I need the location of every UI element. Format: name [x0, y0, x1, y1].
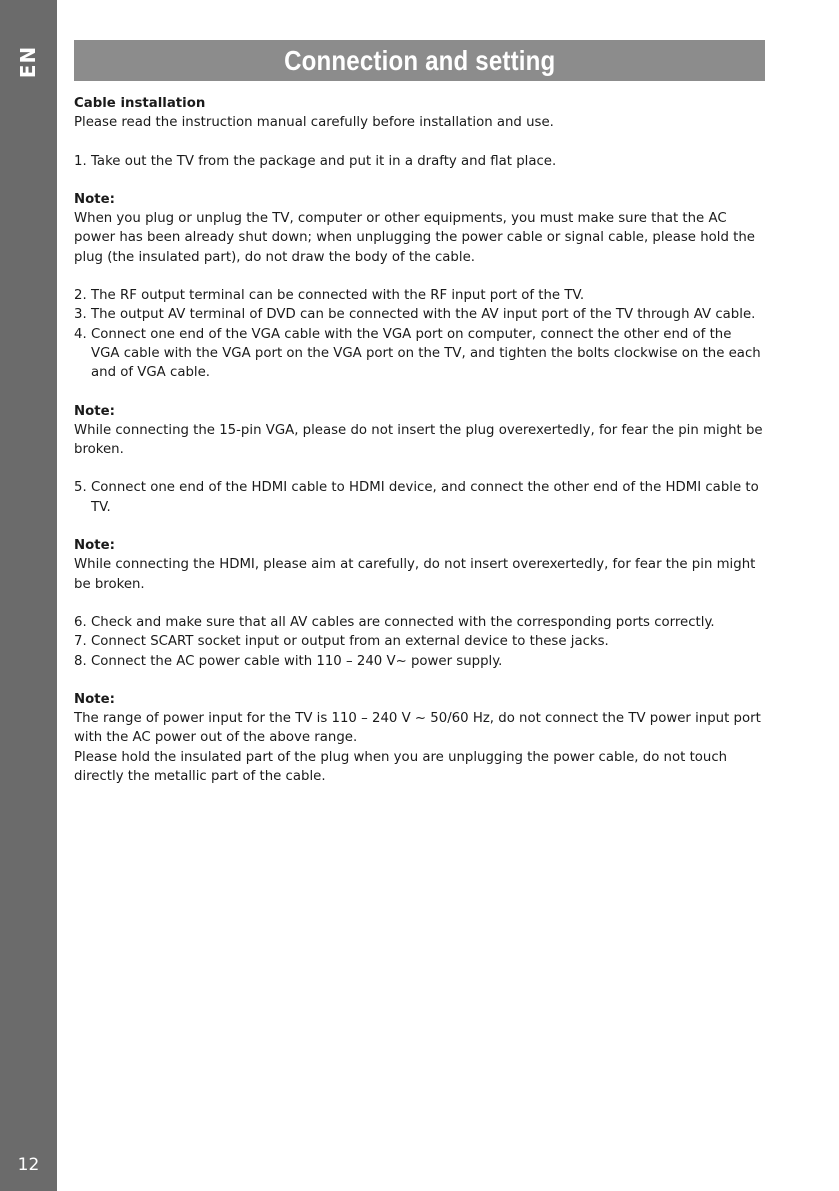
- note-text: When you plug or unplug the TV, computer or other equipments, you must make sure that the AC power has been already shut down; when unplugging the power cable or signal cable, please hold the plug (the insulated part), do not draw the body of the cable.: [74, 211, 755, 265]
- sidebar: [0, 0, 57, 1191]
- steps-list-4: [74, 613, 764, 671]
- language-label: EN: [16, 45, 41, 78]
- note-text: Please hold the insulated part of the plug when you are unplugging the power cable, do not touch directly the metallic part of the cable.: [74, 749, 728, 785]
- content: [74, 94, 764, 786]
- note-label: Note:: [74, 691, 115, 707]
- list-item: 5. Connect one end of the HDMI cable to HDMI device, and connect the other end of the HDMI cable to TV.: [74, 480, 759, 515]
- note-label: Note:: [74, 191, 115, 207]
- list-item: 1. Take out the TV from the package and put it in a drafty and flat place.: [74, 153, 557, 169]
- steps-list-2: [74, 286, 764, 382]
- page-title: Connection and setting: [283, 44, 556, 76]
- section-intro: Please read the instruction manual carefully before installation and use.: [74, 115, 554, 131]
- note-text: While connecting the HDMI, please aim at carefully, do not insert overexertedly, for fear the pin might be broken.: [74, 557, 756, 592]
- note-label: Note:: [74, 538, 115, 554]
- title-bar: [74, 40, 765, 81]
- list-item: 3. The output AV terminal of DVD can be connected with the AV input port of the TV through AV cable.: [74, 307, 756, 323]
- list-item: 6. Check and make sure that all AV cables are connected with the corresponding ports correctly.: [74, 614, 715, 630]
- page-number: 12: [17, 1155, 40, 1175]
- list-item: 4. Connect one end of the VGA cable with the VGA port on computer, connect the other end of the VGA cable with the VGA port on the VGA port on the TV, and tighten the bolts clockwise on the each and of VGA cable.: [74, 326, 761, 381]
- note-label: Note:: [74, 403, 115, 419]
- steps-list-1: [74, 152, 764, 171]
- steps-list-3: [74, 478, 764, 517]
- note-text: While connecting the 15-pin VGA, please do not insert the plug overexertedly, for fear the pin might be broken.: [74, 422, 763, 458]
- list-item: 8. Connect the AC power cable with 110 – 240 V~ power supply.: [74, 653, 503, 669]
- section-heading: Cable installation: [74, 96, 206, 111]
- language-tab: [0, 40, 57, 83]
- list-item: 7. Connect SCART socket input or output from an external device to these jacks.: [74, 634, 609, 650]
- note-text: The range of power input for the TV is 110 – 240 V ~ 50/60 Hz, do not connect the TV power input port with the AC power out of the above range.: [74, 711, 761, 746]
- list-item: 2. The RF output terminal can be connected with the RF input port of the TV.: [74, 288, 585, 304]
